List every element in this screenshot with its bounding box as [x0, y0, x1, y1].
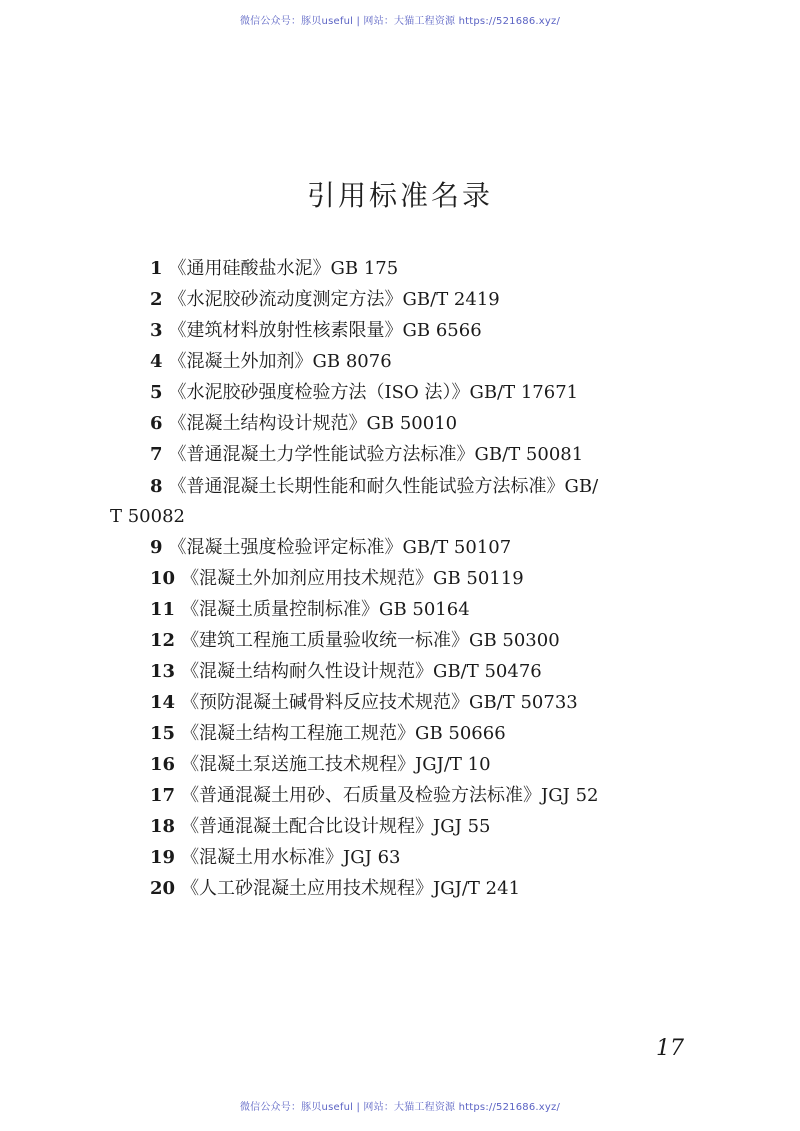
reference-text: 《混凝土结构耐久性设计规范》GB/T 50476	[181, 661, 542, 682]
reference-text: 《混凝土外加剂》GB 8076	[168, 351, 392, 372]
reference-text: 《混凝土结构工程施工规范》GB 50666	[181, 723, 506, 744]
reference-item	[150, 630, 560, 652]
reference-text: 《普通混凝土力学性能试验方法标准》GB/T 50081	[168, 444, 584, 465]
reference-text: 《人工砂混凝土应用技术规程》JGJ/T 241	[181, 878, 521, 899]
reference-text: 《普通混凝土用砂、石质量及检验方法标准》JGJ 52	[181, 785, 599, 806]
reference-item	[150, 413, 457, 435]
reference-item	[150, 816, 491, 838]
reference-text: 《建筑材料放射性核素限量》GB 6566	[168, 320, 482, 341]
watermark-bottom: 微信公众号：豚贝useful | 网站：大猫工程资源 https://521686.xyz/	[239, 1102, 561, 1113]
reference-text: 《混凝土结构设计规范》GB 50010	[168, 413, 458, 434]
page-title: 引用标准名录	[306, 179, 493, 212]
page-number: 17	[656, 1036, 684, 1061]
reference-number: 4	[150, 351, 163, 372]
reference-number: 10	[150, 568, 176, 589]
reference-text-continuation: T 50082	[110, 506, 185, 527]
reference-item	[150, 723, 506, 745]
reference-number: 18	[150, 816, 176, 837]
reference-number: 7	[150, 444, 163, 465]
reference-item	[150, 289, 500, 311]
reference-number: 9	[150, 537, 163, 558]
reference-number: 13	[150, 661, 176, 682]
reference-number: 3	[150, 320, 163, 341]
reference-text: 《普通混凝土长期性能和耐久性能试验方法标准》GB/	[168, 476, 599, 497]
reference-item	[150, 785, 599, 807]
reference-item	[150, 351, 392, 373]
reference-number: 11	[150, 599, 176, 620]
reference-item	[150, 568, 524, 590]
reference-item	[150, 847, 401, 869]
reference-text: 《通用硅酸盐水泥》GB 175	[168, 258, 399, 279]
reference-number: 2	[150, 289, 163, 310]
reference-number: 15	[150, 723, 176, 744]
reference-item	[150, 599, 470, 621]
reference-number: 14	[150, 692, 176, 713]
reference-text: 《混凝土质量控制标准》GB 50164	[181, 599, 470, 620]
reference-text: 《混凝土外加剂应用技术规范》GB 50119	[181, 568, 524, 589]
reference-text: 《水泥胶砂流动度测定方法》GB/T 2419	[168, 289, 500, 310]
reference-number: 19	[150, 847, 176, 868]
reference-number: 20	[150, 878, 176, 899]
reference-text: 《建筑工程施工质量验收统一标准》GB 50300	[181, 630, 560, 651]
reference-number: 6	[150, 413, 163, 434]
reference-text: 《预防混凝土碱骨料反应技术规范》GB/T 50733	[181, 692, 578, 713]
reference-number: 1	[150, 258, 163, 279]
reference-item	[150, 476, 598, 498]
reference-text: 《混凝土用水标准》JGJ 63	[181, 847, 401, 868]
reference-item	[150, 258, 398, 280]
reference-text: 《水泥胶砂强度检验方法（ISO 法）》GB/T 17671	[168, 382, 579, 403]
reference-item	[150, 878, 520, 900]
reference-number: 17	[150, 785, 176, 806]
reference-item	[150, 537, 511, 559]
reference-item	[150, 754, 491, 776]
reference-number: 16	[150, 754, 176, 775]
reference-item	[150, 382, 578, 404]
reference-number: 5	[150, 382, 163, 403]
reference-number: 12	[150, 630, 176, 651]
reference-item	[150, 320, 482, 342]
reference-number: 8	[150, 476, 163, 497]
reference-item	[150, 692, 578, 714]
reference-item	[150, 444, 583, 466]
reference-text: 《混凝土强度检验评定标准》GB/T 50107	[168, 537, 512, 558]
reference-text: 《普通混凝土配合比设计规程》JGJ 55	[181, 816, 491, 837]
reference-item	[150, 661, 542, 683]
reference-text: 《混凝土泵送施工技术规程》JGJ/T 10	[181, 754, 491, 775]
reference-item-continuation	[110, 506, 185, 528]
watermark-top: 微信公众号：豚贝useful | 网站：大猫工程资源 https://521686.xyz/	[239, 16, 561, 27]
